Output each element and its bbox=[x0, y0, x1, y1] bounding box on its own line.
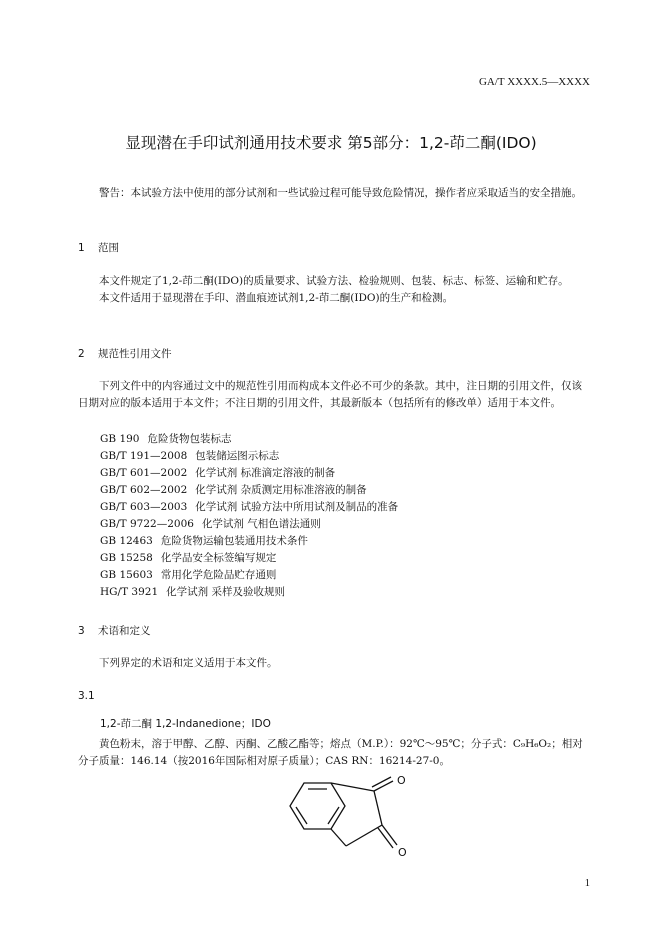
reference-code: GB/T 602—2002 bbox=[100, 484, 188, 496]
reference-item bbox=[100, 516, 398, 533]
oxygen-label: O bbox=[397, 774, 406, 787]
reference-name: 化学试剂 标准滴定溶液的制备 bbox=[195, 467, 336, 479]
section-2-heading bbox=[78, 346, 172, 361]
aromatic-double-bond bbox=[296, 807, 307, 824]
reference-list bbox=[100, 431, 398, 601]
indanedione-structure-diagram bbox=[278, 770, 418, 862]
reference-code: GB 15603 bbox=[100, 569, 153, 581]
aromatic-double-bond bbox=[328, 807, 339, 824]
reference-code: GB/T 9722—2006 bbox=[100, 518, 194, 530]
reference-code: GB 190 bbox=[100, 433, 140, 445]
reference-name: 化学试剂 气相色谱法通则 bbox=[201, 518, 321, 530]
section-title: 范围 bbox=[98, 242, 119, 254]
reference-name: 危险货物包装标志 bbox=[147, 433, 232, 445]
document-title: 显现潜在手印试剂通用技术要求 第5部分：1,2-茚二酮(IDO) bbox=[125, 134, 537, 152]
reference-item bbox=[100, 448, 398, 465]
section-number: 1 bbox=[78, 242, 85, 254]
reference-code: GB/T 603—2003 bbox=[100, 501, 188, 513]
reference-item bbox=[100, 482, 398, 499]
reference-code: GB 15258 bbox=[100, 552, 153, 564]
term-entry-name: 1,2-茚二酮 1,2-Indanedione；IDO bbox=[100, 718, 271, 730]
reference-name: 常用化学危险品贮存通则 bbox=[160, 569, 277, 581]
section-number: 3 bbox=[78, 625, 85, 637]
section-title: 术语和定义 bbox=[98, 625, 151, 637]
scope-paragraph: 本文件规定了1,2-茚二酮(IDO)的质量要求、试验方法、检验规则、包装、标志、标签、运输和贮存。 bbox=[99, 275, 569, 287]
reference-code: GB 12463 bbox=[100, 535, 153, 547]
reference-item bbox=[100, 431, 398, 448]
reference-name: 化学试剂 试验方法中所用试剂及制品的准备 bbox=[195, 501, 399, 513]
term-definition-text: 黄色粉末，溶于甲醇、乙醇、丙酮、乙酸乙酯等；熔点（M.P.）：92℃～95℃；分子式：C₉H₆O₂；相对分子质量：146.14（按2016年国际相对原子质量）；CAS RN：16214-27-0。 bbox=[78, 738, 583, 767]
carbonyl-bond bbox=[372, 777, 391, 787]
scope-body bbox=[78, 273, 592, 307]
ring-bond bbox=[331, 829, 346, 846]
carbonyl-bond bbox=[378, 828, 393, 848]
reference-name: 化学试剂 采样及验收规则 bbox=[166, 586, 285, 598]
carbonyl-bond bbox=[374, 781, 393, 791]
scope-paragraph: 本文件适用于显现潜在手印、潜血痕迹试剂1,2-茚二酮(IDO)的生产和检测。 bbox=[99, 292, 454, 304]
carbonyl-bond bbox=[382, 825, 397, 845]
term-entry-number: 3.1 bbox=[78, 690, 95, 702]
reference-name: 危险货物运输包装通用技术条件 bbox=[160, 535, 308, 547]
reference-name: 化学品安全标签编写规定 bbox=[160, 552, 277, 564]
terms-intro-text: 下列界定的术语和定义适用于本文件。 bbox=[99, 657, 278, 669]
reference-item bbox=[100, 550, 398, 567]
section-1-heading bbox=[78, 240, 119, 255]
normative-intro bbox=[78, 378, 592, 412]
normative-intro-text: 下列文件中的内容通过文中的规范性引用而构成本文件必不可少的条款。其中，注日期的引用文件，仅该日期对应的版本适用于本文件；不注日期的引用文件，其最新版本（包括所有的修改单）适用于本文件。 bbox=[78, 380, 582, 409]
reference-name: 化学试剂 杂质测定用标准溶液的制备 bbox=[195, 484, 367, 496]
reference-code: HG/T 3921 bbox=[100, 586, 159, 598]
reference-item bbox=[100, 567, 398, 584]
oxygen-label: O bbox=[398, 846, 407, 859]
term-entry-definition bbox=[78, 736, 592, 770]
reference-item bbox=[100, 499, 398, 516]
standard-code: GA/T XXXX.5—XXXX bbox=[478, 76, 590, 88]
reference-code: GB/T 191—2008 bbox=[100, 450, 188, 462]
section-number: 2 bbox=[78, 348, 85, 360]
structure-bonds bbox=[290, 777, 397, 848]
ring-bond bbox=[331, 783, 374, 791]
benzene-ring bbox=[290, 783, 345, 829]
reference-item bbox=[100, 533, 398, 550]
reference-item bbox=[100, 465, 398, 482]
reference-item bbox=[100, 584, 398, 601]
section-title: 规范性引用文件 bbox=[98, 348, 172, 360]
page-number: 1 bbox=[584, 878, 590, 889]
ring-bond bbox=[374, 791, 382, 825]
terms-intro bbox=[78, 655, 592, 672]
section-3-heading bbox=[78, 623, 151, 638]
reference-code: GB/T 601—2002 bbox=[100, 467, 188, 479]
reference-name: 包装储运图示标志 bbox=[195, 450, 280, 462]
warning-notice: 警告：本试验方法中使用的部分试剂和一些试验过程可能导致危险情况，操作者应采取适当的安全措施。 bbox=[99, 187, 582, 199]
ring-bond bbox=[346, 825, 382, 846]
